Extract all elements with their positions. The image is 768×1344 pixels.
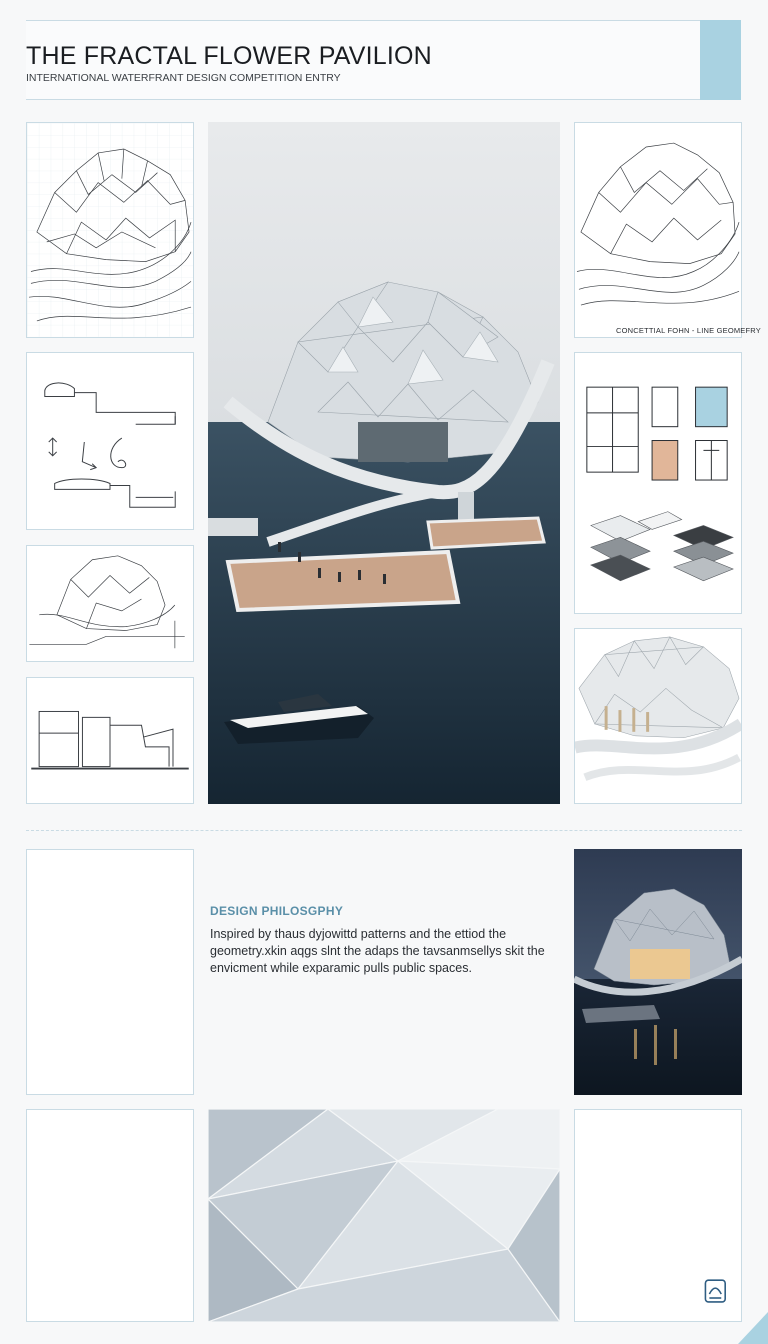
elevation-sketch [27, 546, 193, 661]
section-drawing-panel [26, 677, 194, 804]
philosophy-text: Inspired by thaus dyjowittd patterns and the ettiod the geometry.xkin aqgs slnt the adaps the tavsanmsellys skit the envicment while exparamic pulls public spaces. [210, 927, 545, 975]
corner-accent [738, 1312, 768, 1344]
page-subtitle: INTERNATIONAL WATERFRANT DESIGN COMPETITION ENTRY [26, 72, 341, 84]
detail-render-panel [574, 628, 742, 804]
plans-panel [574, 352, 742, 614]
pavilion-waterfront-render [208, 122, 560, 804]
facade-closeup-render [208, 1109, 560, 1322]
logo-area [575, 1110, 741, 1321]
pavilion-line-sketch [27, 123, 193, 337]
title-accent-bar [700, 20, 741, 100]
concept-sketch-panel [574, 122, 742, 338]
empty-panel-left-lower [26, 1109, 194, 1322]
concept-sketch-caption: CONCETTIAL FOHN - LINE GEOMEFRY [616, 326, 761, 335]
empty-panel-left-upper [26, 849, 194, 1095]
page-title: THE FRACTAL FLOWER PAVILION [26, 42, 432, 70]
empty-panel-right-lower [574, 1109, 742, 1322]
night-render-panel [574, 849, 742, 1095]
elevation-sketch-panel [26, 545, 194, 662]
facade-closeup-panel [208, 1109, 560, 1322]
concept-line-sketch [575, 123, 741, 337]
circulation-diagram-panel [26, 352, 194, 530]
night-render [574, 849, 742, 1095]
philosophy-heading: DESIGN PHILOSGPHY [210, 904, 344, 918]
pavilion-logo-icon [705, 1280, 725, 1302]
circulation-diagram [27, 353, 193, 529]
canopy-detail-render [575, 629, 741, 803]
section-drawing [27, 678, 193, 803]
hero-render [208, 122, 560, 804]
floor-plans-and-layers [575, 353, 741, 613]
sketch-perspective-panel [26, 122, 194, 338]
section-divider [26, 830, 742, 831]
